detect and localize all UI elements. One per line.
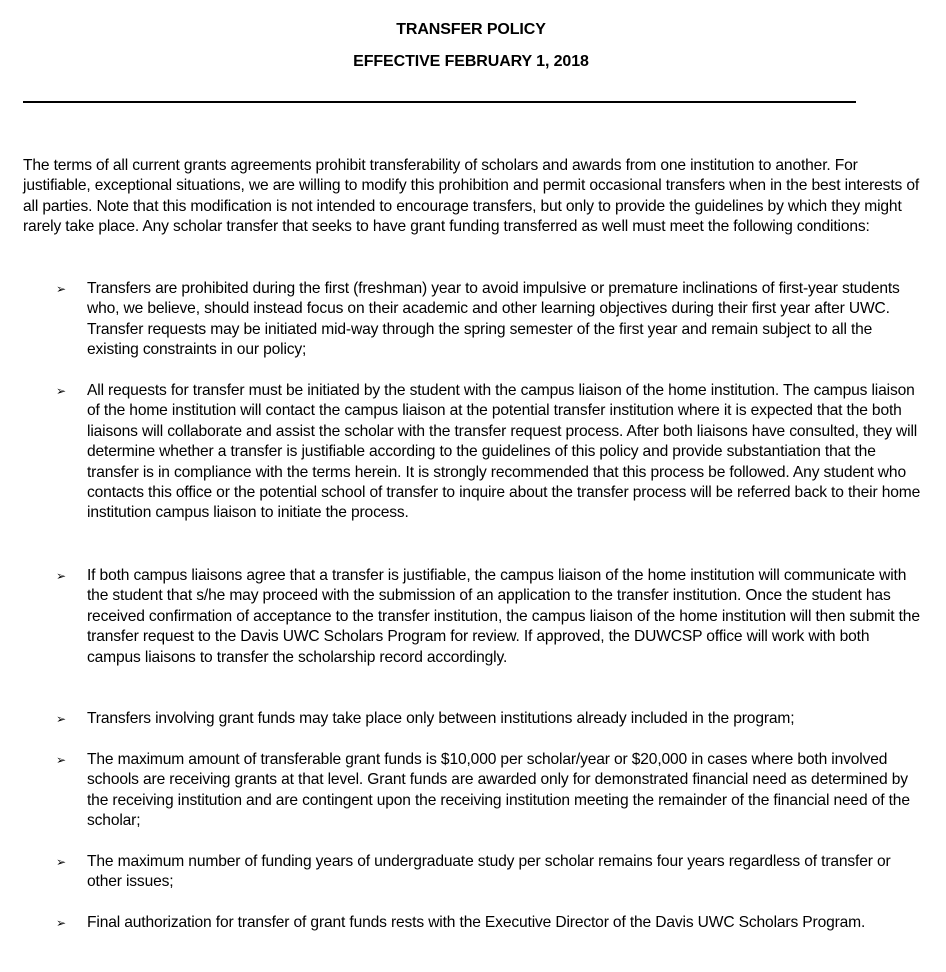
arrowhead-bullet-icon: ➢ (56, 569, 67, 583)
condition-text: Transfers involving grant funds may take place only between institutions already included in the program; (87, 710, 795, 727)
arrowhead-bullet-icon: ➢ (56, 282, 67, 296)
condition-text: If both campus liaisons agree that a transfer is justifiable, the campus liaison of the home institution will communicate with the student that s/he may proceed with the submission of an application to the transfer institution. Once the student has received confirmation of acceptance to the transfer institution, the campus liaison of the home institution will then submit the transfer request to the Davis UWC Scholars Program for review. If approved, the DUWCSP office will work with both campus liaisons to transfer the scholarship record accordingly. (87, 567, 920, 666)
condition-item (56, 279, 936, 361)
arrowhead-bullet-icon: ➢ (56, 753, 67, 767)
condition-item (56, 566, 936, 668)
condition-item (56, 913, 936, 933)
arrowhead-bullet-icon: ➢ (56, 916, 67, 930)
condition-item (56, 709, 936, 729)
condition-text: The maximum number of funding years of undergraduate study per scholar remains four years regardless of transfer or other issues; (87, 853, 891, 891)
horizontal-divider (23, 101, 856, 103)
effective-date: EFFECTIVE FEBRUARY 1, 2018 (353, 53, 589, 70)
arrowhead-bullet-icon: ➢ (56, 855, 67, 869)
intro-paragraph: The terms of all current grants agreements prohibit transferability of scholars and awards from one institution to another. For justifiable, exceptional situations, we are willing to modify this prohibition and permit occasional transfers when in the best interests of all parties. Note that this modification is not intended to encourage transfers, but only to provide the guidelines by which they might rarely take place. Any scholar transfer that seeks to have grant funding transferred as well must meet the following conditions: (23, 157, 920, 236)
condition-item (56, 381, 936, 524)
condition-text: All requests for transfer must be initiated by the student with the campus liaison of the home institution. The campus liaison of the home institution will contact the campus liaison at the potential transfer institution where it is expected that the both liaisons will collaborate and assist the scholar with the transfer request process. After both liaisons have consulted, they will determine whether a transfer is justifiable according to the guidelines of this policy and provide substantiation that the transfer is in compliance with the terms herein. It is strongly recommended that this process be followed. Any student who contacts this office or the potential school of transfer to inquire about the transfer process will be referred back to their home institution campus liaison to initiate the process. (87, 382, 921, 522)
condition-text: Final authorization for transfer of grant funds rests with the Executive Director of the Davis UWC Scholars Program. (87, 914, 866, 931)
condition-item (56, 852, 936, 893)
condition-text: Transfers are prohibited during the first (freshman) year to avoid impulsive or premature inclinations of first-year students who, we believe, should instead focus on their academic and other learning objectives during their first year after UWC. Transfer requests may be initiated mid-way through the spring semester of the first year and remain subject to all the existing constraints in our policy; (87, 280, 900, 359)
document-title: TRANSFER POLICY (396, 21, 546, 38)
arrowhead-bullet-icon: ➢ (56, 712, 67, 726)
condition-item (56, 750, 936, 832)
arrowhead-bullet-icon: ➢ (56, 384, 67, 398)
condition-text: The maximum amount of transferable grant funds is $10,000 per scholar/year or $20,000 in cases where both involved schools are receiving grants at that level. Grant funds are awarded only for demonstrated financial need as determined by the receiving institution and are contingent upon the receiving institution meeting the remainder of the financial need of the scholar; (87, 751, 910, 830)
